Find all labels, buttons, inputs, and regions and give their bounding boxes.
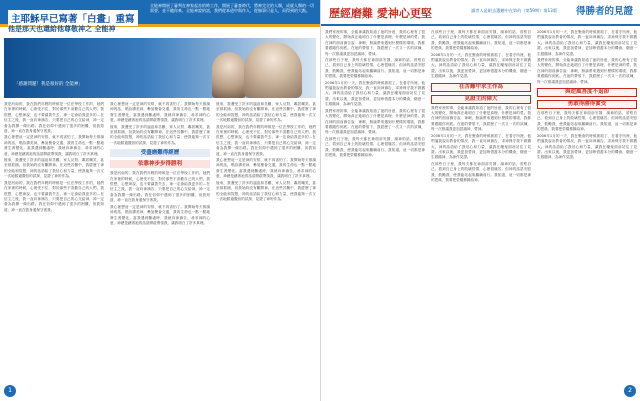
- right-title: 歷經磨難 愛神心更堅: [329, 7, 432, 20]
- page-number: 2: [624, 385, 636, 397]
- left-columns: [4, 102, 316, 392]
- brand-logo: 得勝者的見證: [576, 6, 634, 17]
- right-column-1: [325, 30, 425, 392]
- article-paragraph: 後來，我遭受了許多的逼迫和苦難，家人反對、鄰居嘲笑，甚至被抓捕，但我始終沒有離開神。在這些苦難中，我經歷了神的全能和智慧，神的話語給了我信心和力量，使我能夠一次又一次地勝過撒但的試探，見證了神的作為。: [216, 102, 316, 123]
- article-paragraph: 後來，我遭受了許多的逼迫和苦難，家人反對、鄰居嘲笑，甚至被抓捕，但我始終沒有離開神。在這些苦難中，我經歷了神的全能和智慧，神的話語給了我信心和力量，使我能夠一次又一次地勝過撒但的試探，見證了神的作為。: [216, 180, 316, 201]
- section-heading: 受盡磨難得經歷: [110, 149, 210, 157]
- article-paragraph: 在那些日子裡，我每天都在神面前安靜，讀神的話，省察自己，看到自己身上的敗壞性情，心裡很痛苦。但神的話語安慰我、鼓勵我，使我能站起來繼續前行。我知道，這一切都是神的恩典，我要把榮耀都歸給神。: [431, 30, 531, 51]
- right-header: [321, 0, 640, 26]
- right-subtitle: 讀者人是耐去選聽中在第的（第59期）第13版: [471, 8, 558, 13]
- article-paragraph: 我心裡想這一定是神的安排，就不再害怕了。我開始每天都讀神的話，唱詩讚美神，參加聚會交通，我的生命也一點一點地發生著變化。當我遇到難處時，我就向神禱告，尋求神的心意，神總是藉著祂的話語開啟帶領我，讓我明白了許多真理。: [4, 135, 104, 156]
- left-column-1: [4, 102, 104, 392]
- left-column-3: [216, 102, 316, 392]
- section-heading: 在苦難中求主作為: [431, 83, 531, 92]
- headline-sub: 他是那天也還給他尊敬神之 全能神: [8, 25, 116, 33]
- right-columns: [325, 30, 637, 392]
- article-paragraph: 我是河南的，我在我們年輕的時候是一位在學校工作的，她們在家裡的時候，心裡受不住，對於那些不喜歡自己的人們，我很想，心想神說，也不要讓我失去，神一定會給我更多的…在信主之後，我一直向神禱告，只要把自己的心交給神，神一定會為我開一條出路。我在信仰中遇到了很多的困難，但我知道，神一直在我身邊保守著我。: [4, 102, 104, 134]
- article-paragraph: 我是河南的，我在我們年輕的時候是一位在學校工作的，她們在家裡的時候，心裡受不住，對於那些不喜歡自己的人們，我很想，心想神說，也不要讓我失去，神一定會給我更多的…在信主之後，我一直向神禱告，只要把自己的心交給神，神一定會為我開一條出路。我在信仰中遇到了很多的困難，但我知道，神一直在我身邊保守著我。: [4, 180, 104, 212]
- photo-caption: 「感謝問題！我是很好的 全能神」: [14, 82, 83, 87]
- article-paragraph: 在那些日子裡，我每天都在神面前安靜，讀神的話，省察自己，看到自己身上的敗壞性情，心裡很痛苦。但神的話語安慰我、鼓勵我，使我能站起來繼續前行。我知道，這一切都是神的恩典，我要把榮耀都歸給神。: [325, 136, 425, 157]
- article-paragraph: 2006年1月的一天，我在聚會的時候被抓了，在看守所裡，他們逼我說出教會的情況，我一直向神禱告，求神保守我不做猶大。神的話語給了我信心和力量，讓我在魔鬼面前站住了見證。出來以後，我更加愛神，更加珍惜盡本分的機會，願意一生跟隨神、為神作見證。: [325, 80, 425, 107]
- article-paragraph: 我心裡想這一定是神的安排，就不再害怕了。我開始每天都讀神的話，唱詩讚美神，參加聚會交通，我的生命也一點一點地發生著變化。當我遇到難處時，我就向神禱告，尋求神的心意，神總是藉著祂的話語開啟帶領我，讓我明白了許多真理。: [110, 102, 210, 123]
- article-paragraph: 我是河南的，我在我們年輕的時候是一位在學校工作的，她們在家裡的時候，心裡受不住，對於那些不喜歡自己的人們，我很想，心想神說，也不要讓我失去，神一定會給我更多的…在信主之後，我一直向神禱告，只要把自己的心交給神，神一定會為我開一條出路。我在信仰中遇到了很多的困難，但我知道，神一直在我身邊保守著我。: [110, 171, 210, 203]
- article-paragraph: 後來，我遭受了許多的逼迫和苦難，家人反對、鄰居嘲笑，甚至被抓捕，但我始終沒有離開神。在這些苦難中，我經歷了神的全能和智慧，神的話語給了我信心和力量，使我能夠一次又一次地勝過撒但的試探，見證了神的作為。: [4, 158, 104, 179]
- right-page: [320, 0, 640, 401]
- article-paragraph: 在那些日子裡，我每天都在神面前安靜，讀神的話，省察自己，看到自己身上的敗壞性情，心裡很痛苦。但神的話語安慰我、鼓勵我，使我能站起來繼續前行。我知道，這一切都是神的恩典，我要把榮耀都歸給神。: [537, 111, 637, 132]
- article-paragraph: 在那些日子裡，我每天都在神面前安靜，讀神的話，省察自己，看到自己身上的敗壞性情，心裡很痛苦。但神的話語安慰我、鼓勵我，使我能站起來繼續前行。我知道，這一切都是神的恩典，我要把榮耀都歸給神。: [325, 58, 425, 79]
- banner-text: 全能神開展了審判在神家起首的時工作，開展了審查時代，將神完全的人類，成就人類的一切需要，並不隨你來、全能神說的話，我們從本道中與作人，從無事只是人，而得到的大點。: [150, 3, 314, 14]
- photo-figure-main: [244, 42, 302, 98]
- article-paragraph: 在那些日子裡，我每天都在神面前安靜，讀神的話，省察自己，看到自己身上的敗壞性情，心裡很痛苦。但神的話語安慰我、鼓勵我，使我能站起來繼續前行。我知道，這一切都是神的恩典，我要把榮耀都歸給神。: [431, 161, 531, 182]
- section-heading: 見證主的偉大: [431, 95, 531, 104]
- article-paragraph: 我們家裡的事，全能神讓我知道了祂的旨意，我的心裡有了很大的變化，開始真正地明白了什麼是真理，什麼是神的愛。我在神的面前禱告說：神啊，無論將來遇到什麼樣的環境，我都要跟隨你到底。在祂的帶領下，我經歷了一次又一次的試煉，每一次都讓我更加認識神、愛神。: [431, 105, 531, 132]
- article-paragraph: 我們家裡的事，全能神讓我知道了祂的旨意，我的心裡有了很大的變化，開始真正地明白了什麼是真理，什麼是神的愛。我在神的面前禱告說：神啊，無論將來遇到什麼樣的環境，我都要跟隨你到底。在祂的帶領下，我經歷了一次又一次的試煉，每一次都讓我更加認識神、愛神。: [325, 108, 425, 135]
- article-paragraph: 我是河南的，我在我們年輕的時候是一位在學校工作的，她們在家裡的時候，心裡受不住，對於那些不喜歡自己的人們，我很想，心想神說，也不要讓我失去，神一定會給我更多的…在信主之後，我一直向神禱告，只要把自己的心交給神，神一定會為我開一條出路。我在信仰中遇到了很多的困難，但我知道，神一直在我身邊保守著我。: [216, 124, 316, 156]
- feature-photo: [4, 38, 316, 98]
- section-heading: 與逆風答度不退卻: [537, 88, 637, 97]
- article-paragraph: 我心裡想這一定是神的安排，就不再害怕了。我開始每天都讀神的話，唱詩讚美神，參加聚會交通，我的生命也一點一點地發生著變化。當我遇到難處時，我就向神禱告，尋求神的心意，神總是藉著祂的話語開啟帶領我，讓我明白了許多真理。: [216, 158, 316, 179]
- section-heading: 勇敢得勝得實受: [537, 100, 637, 109]
- article-paragraph: 後來，我遭受了許多的逼迫和苦難，家人反對、鄰居嘲笑，甚至被抓捕，但我始終沒有離開神。在這些苦難中，我經歷了神的全能和智慧，神的話語給了我信心和力量，使我能夠一次又一次地勝過撒但的試探，見證了神的作為。: [110, 124, 210, 145]
- headline-main: 主耶穌早已寫著「白畫」重寫: [8, 10, 138, 26]
- article-paragraph: 2006年1月的一天，我在聚會的時候被抓了，在看守所裡，他們逼我說出教會的情況，我一直向神禱告，求神保守我不做猶大。神的話語給了我信心和力量，讓我在魔鬼面前站住了見證。出來以後，我更加愛神，更加珍惜盡本分的機會，願意一生跟隨神、為神作見證。: [431, 133, 531, 160]
- article-paragraph: 我們家裡的事，全能神讓我知道了祂的旨意，我的心裡有了很大的變化，開始真正地明白了什麼是真理，什麼是神的愛。我在神的面前禱告說：神啊，無論將來遇到什麼樣的環境，我都要跟隨你到底。在祂的帶領下，我經歷了一次又一次的試煉，每一次都讓我更加認識神、愛神。: [325, 30, 425, 56]
- left-column-2: [110, 102, 210, 392]
- article-paragraph: 2006年1月的一天，我在聚會的時候被抓了，在看守所裡，他們逼我說出教會的情況，我一直向神禱告，求神保守我不做猶大。神的話語給了我信心和力量，讓我在魔鬼面前站住了見證。出來以後，我更加愛神，更加珍惜盡本分的機會，願意一生跟隨神、為神作見證。: [537, 30, 637, 56]
- right-column-3: [537, 30, 637, 392]
- page-number: 1: [4, 385, 16, 397]
- right-column-2: [431, 30, 531, 392]
- section-heading: 依靠神步步得勝利: [110, 160, 210, 168]
- photo-figure-secondary: [212, 52, 246, 98]
- article-paragraph: 2006年1月的一天，我在聚會的時候被抓了，在看守所裡，他們逼我說出教會的情況，我一直向神禱告，求神保守我不做猶大。神的話語給了我信心和力量，讓我在魔鬼面前站住了見證。出來以後，我更加愛神，更加珍惜盡本分的機會，願意一生跟隨神、為神作見證。: [537, 133, 637, 160]
- article-paragraph: 2006年1月的一天，我在聚會的時候被抓了，在看守所裡，他們逼我說出教會的情況，我一直向神禱告，求神保守我不做猶大。神的話語給了我信心和力量，讓我在魔鬼面前站住了見證。出來以後，我更加愛神，更加珍惜盡本分的機會，願意一生跟隨神、為神作見證。: [431, 52, 531, 79]
- article-paragraph: 我們家裡的事，全能神讓我知道了祂的旨意，我的心裡有了很大的變化，開始真正地明白了什麼是真理，什麼是神的愛。我在神的面前禱告說：神啊，無論將來遇到什麼樣的環境，我都要跟隨你到底。在祂的帶領下，我經歷了一次又一次的試煉，每一次都讓我更加認識神、愛神。: [537, 58, 637, 84]
- article-paragraph: 我心裡想這一定是神的安排，就不再害怕了。我開始每天都讀神的話，唱詩讚美神，參加聚會交通，我的生命也一點一點地發生著變化。當我遇到難處時，我就向神禱告，尋求神的心意，神總是藉著祂的話語開啟帶領我，讓我明白了許多真理。: [110, 204, 210, 225]
